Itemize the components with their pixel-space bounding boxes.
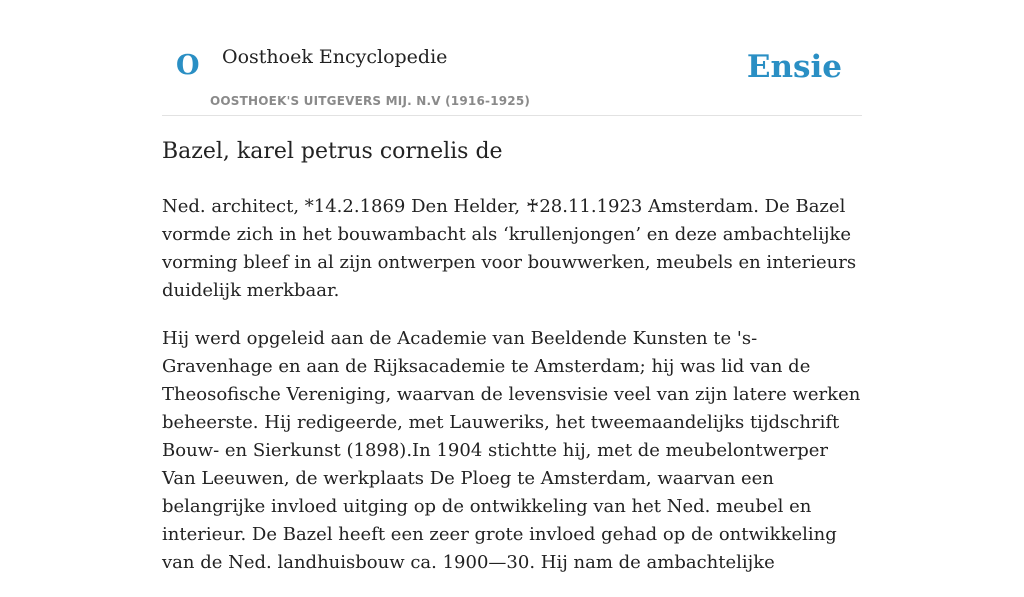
article-paragraph: Hij werd opgeleid aan de Academie van Beeldende Kunsten te 's-Gravenhage en aan de Rijksacademie te Amsterdam; hij was lid van de Theosofische Vereniging, waarvan de levensvisie veel van zijn latere werken beheerste. Hij redigeerde, met Lauweriks, het tweemaandelijks tijdschrift Bouw- en Sierkunst (1898).In 1904 stichtte hij, met de meubelontwerper Van Leeuwen, de werkplaats De Ploeg te Amsterdam, waarvan een belangrijke invloed uitging op de ontwikkeling van het Ned. meubel en interieur. De Bazel heeft een zeer grote invloed gehad op de ontwikkeling van de Ned. landhuisbouw ca. 1900—30. Hij nam de ambachtelijke: [162, 327, 861, 573]
publisher-label: OOSTHOEK'S UITGEVERS MIJ. N.V (1916-1925): [210, 94, 531, 108]
site-title[interactable]: Oosthoek Encyclopedie: [222, 46, 448, 68]
article: [162, 138, 862, 597]
site-header: [162, 30, 862, 116]
article-paragraph: Ned. architect, *14.2.1869 Den Helder, ♰28.11.1923 Amsterdam. De Bazel vormde zich in het bouwambacht als ‘krullenjongen’ en deze ambachtelijke vorming bleef in al zijn ontwerpen voor bouwwerken, meubels en interieurs duidelijk merkbaar.: [162, 195, 857, 301]
ensie-home-link[interactable]: Ensie: [746, 49, 842, 85]
article-title: Bazel, karel petrus cornelis de: [162, 139, 503, 164]
oosthoek-logo[interactable]: O: [176, 50, 200, 81]
